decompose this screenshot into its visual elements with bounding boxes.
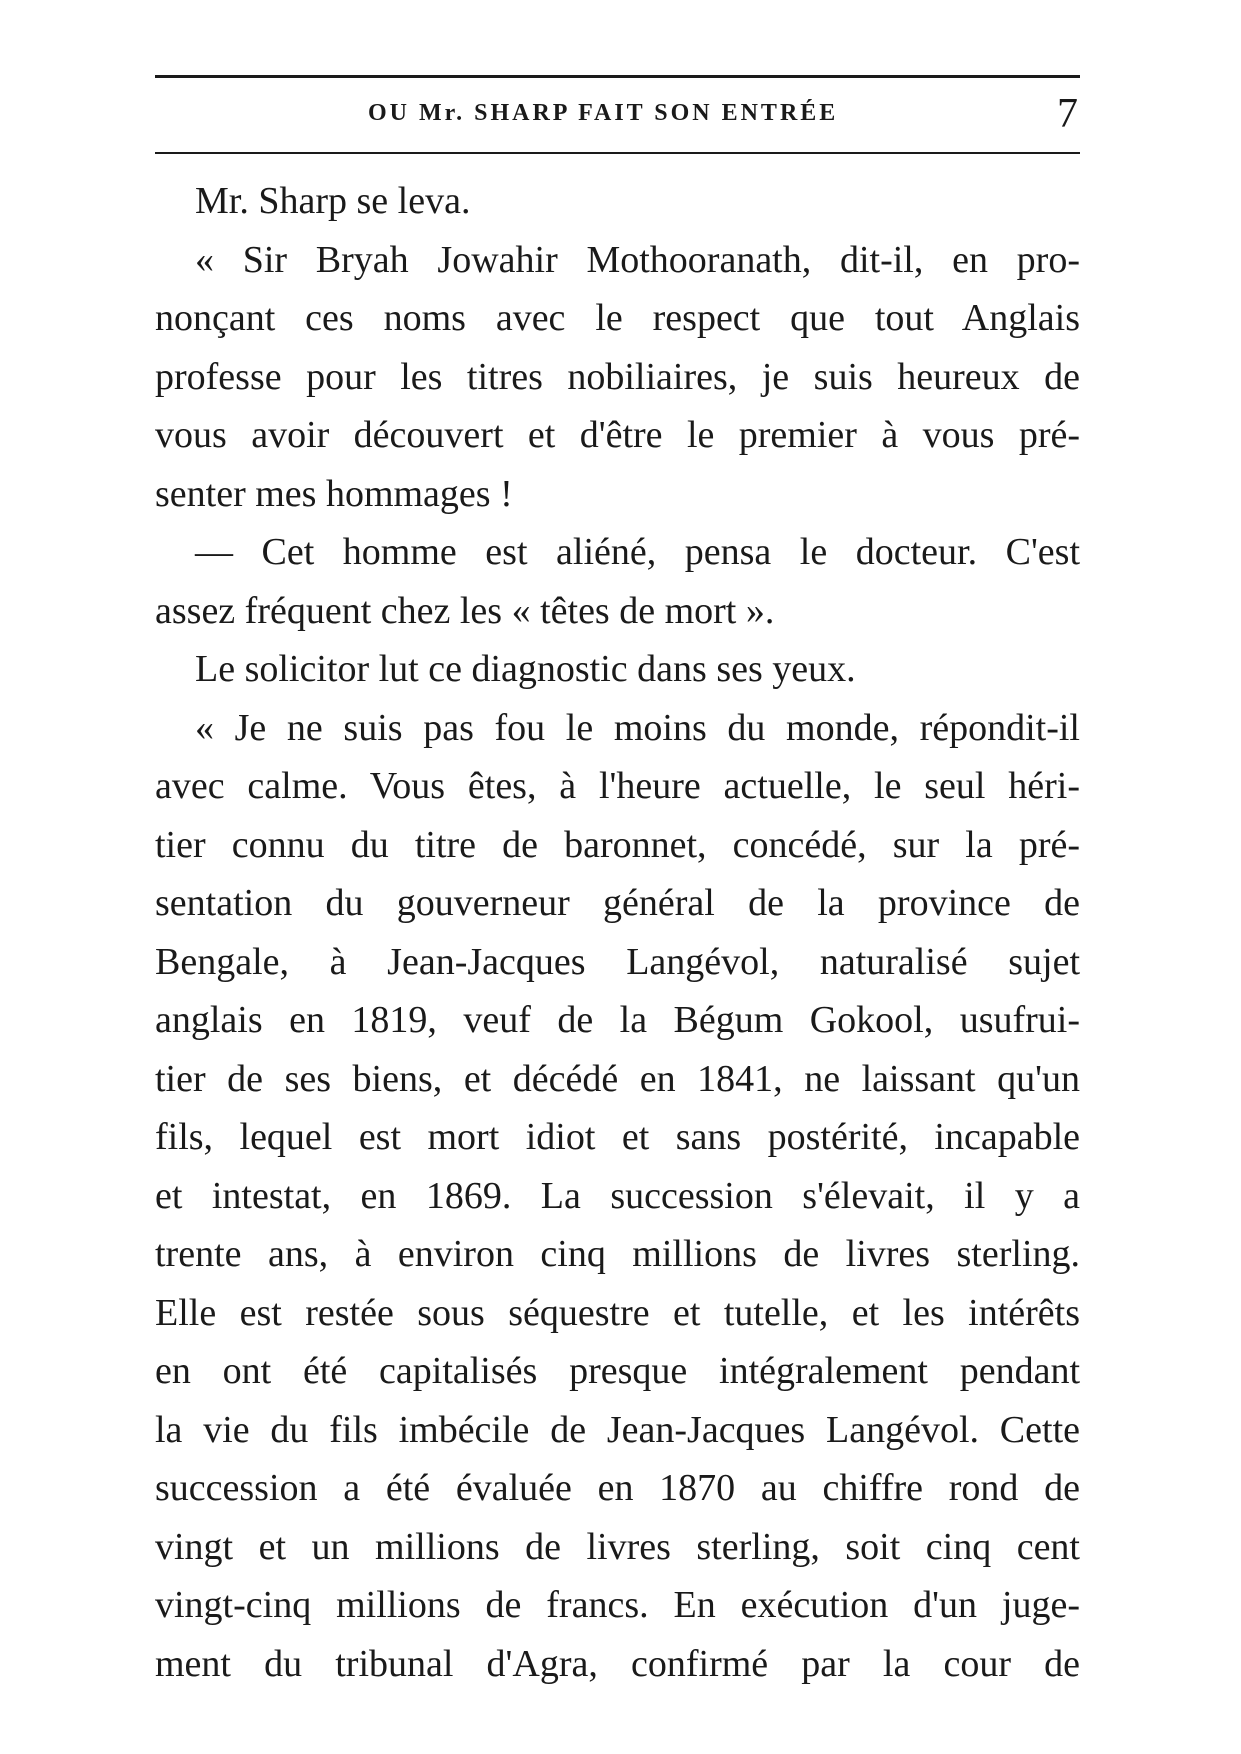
body-text: [155, 172, 1080, 1693]
text-line: Le solicitor lut ce diagnostic dans ses yeux.: [195, 648, 856, 690]
text-line: professe pour les titres nobiliaires, je suis heureux de: [155, 355, 1080, 398]
text-line: vous avoir découvert et d'être le premier à vous pré-: [155, 414, 1080, 456]
text-line: ment du tribunal d'Agra, confirmé par la cour de: [155, 1642, 1080, 1685]
text-line: « Sir Bryah Jowahir Mothooranath, dit-il, en pro-: [195, 238, 1080, 281]
text-line: Mr. Sharp se leva.: [195, 180, 471, 222]
text-line: — Cet homme est aliéné, pensa le docteur. C'est: [195, 531, 1080, 573]
header-top-rule: [155, 75, 1080, 78]
text-line: tier connu du titre de baronnet, concédé, sur la pré-: [155, 823, 1080, 866]
text-line: assez fréquent chez les « têtes de mort ».: [155, 589, 775, 632]
text-line: fils, lequel est mort idiot et sans postérité, incapable: [155, 1116, 1080, 1158]
text-line: avec calme. Vous êtes, à l'heure actuelle, le seul héri-: [155, 765, 1080, 807]
page-header: [155, 91, 1080, 138]
text-line: et intestat, en 1869. La succession s'élevait, il y a: [155, 1174, 1080, 1217]
text-line: vingt et un millions de livres sterling, soit cinq cent: [155, 1525, 1080, 1568]
text-line: sentation du gouverneur général de la province de: [155, 882, 1080, 924]
text-line: vingt-cinq millions de francs. En exécution d'un juge-: [155, 1584, 1080, 1626]
text-line: Elle est restée sous séquestre et tutelle, et les intérêts: [155, 1291, 1080, 1334]
text-line: senter mes hommages !: [155, 472, 513, 515]
text-line: succession a été évaluée en 1870 au chiffre rond de: [155, 1467, 1080, 1509]
header-bottom-rule: [155, 152, 1080, 154]
text-line: tier de ses biens, et décédé en 1841, ne laissant qu'un: [155, 1057, 1080, 1100]
text-line: Bengale, à Jean-Jacques Langévol, naturalisé sujet: [155, 940, 1080, 983]
text-line: la vie du fils imbécile de Jean-Jacques Langévol. Cette: [155, 1408, 1080, 1451]
text-line: nonçant ces noms avec le respect que tout Anglais: [155, 297, 1080, 339]
text-line: trente ans, à environ cinq millions de livres sterling.: [155, 1233, 1080, 1275]
text-line: anglais en 1819, veuf de la Bégum Gokool, usufrui-: [155, 999, 1080, 1041]
text-line: en ont été capitalisés presque intégralement pendant: [155, 1350, 1080, 1392]
page-number: 7: [1057, 91, 1078, 137]
text-line: « Je ne suis pas fou le moins du monde, répondit-il: [195, 706, 1080, 749]
running-head: OU Mr. SHARP FAIT SON ENTRÉE: [368, 100, 839, 126]
